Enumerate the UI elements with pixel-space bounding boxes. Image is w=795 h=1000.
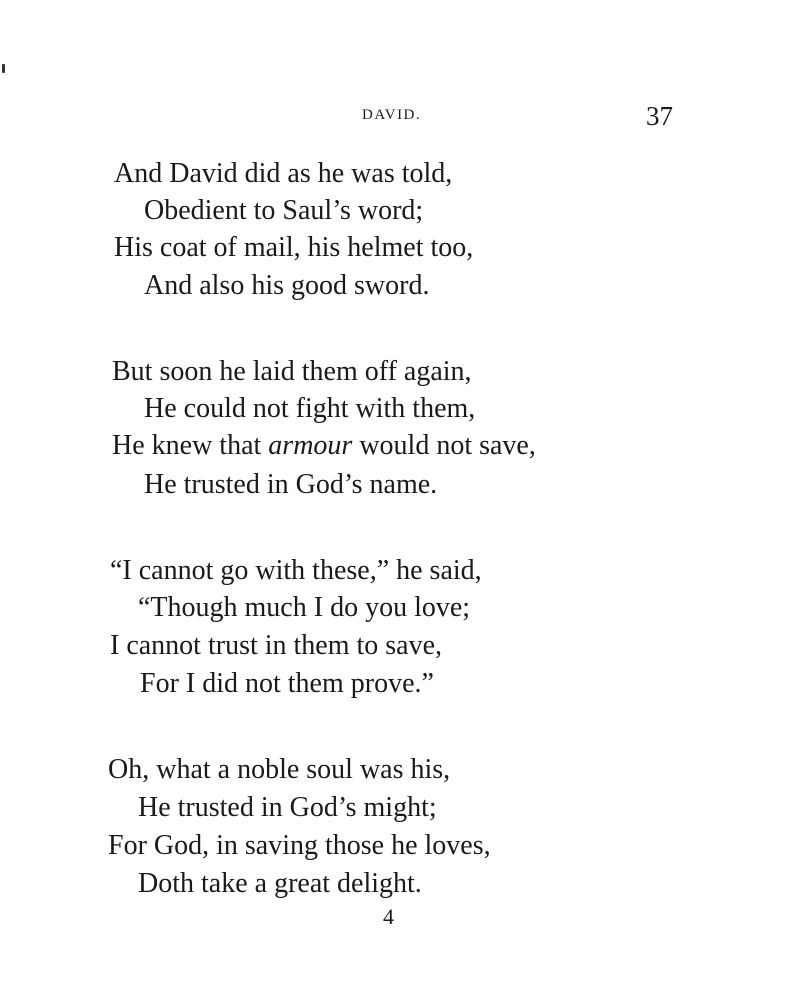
poem-text: would not save, — [352, 430, 536, 461]
poem-line-with-italic — [112, 428, 536, 464]
poem-text: He knew that — [112, 430, 269, 461]
poem-line: I cannot trust in them to save, — [110, 630, 443, 661]
running-head: DAVID. — [362, 107, 422, 123]
poem-line: He could not fight with them, — [144, 393, 476, 424]
margin-mark — [2, 64, 5, 73]
italic-word: armour — [268, 430, 353, 461]
poem-line: Oh, what a noble soul was his, — [108, 754, 451, 785]
poem-line: For God, in saving those he loves, — [108, 830, 491, 861]
poem-line: His coat of mail, his helmet too, — [114, 232, 474, 263]
poem-line: And also his good sword. — [144, 270, 430, 301]
poem-line: Doth take a great delight. — [138, 868, 422, 899]
poem-line: For I did not them prove.” — [140, 668, 434, 699]
poem-line: And David did as he was told, — [114, 158, 453, 189]
page-number: 37 — [646, 101, 673, 131]
poem-line: But soon he laid them off again, — [112, 356, 472, 387]
poem-line: He trusted in God’s name. — [144, 469, 438, 500]
poem-line: “I cannot go with these,” he said, — [110, 555, 482, 586]
poem-line: “Though much I do you love; — [138, 592, 471, 623]
poem-line: He trusted in God’s might; — [138, 792, 437, 823]
poem-line: Obedient to Saul’s word; — [144, 195, 424, 226]
signature-mark: 4 — [383, 904, 394, 929]
